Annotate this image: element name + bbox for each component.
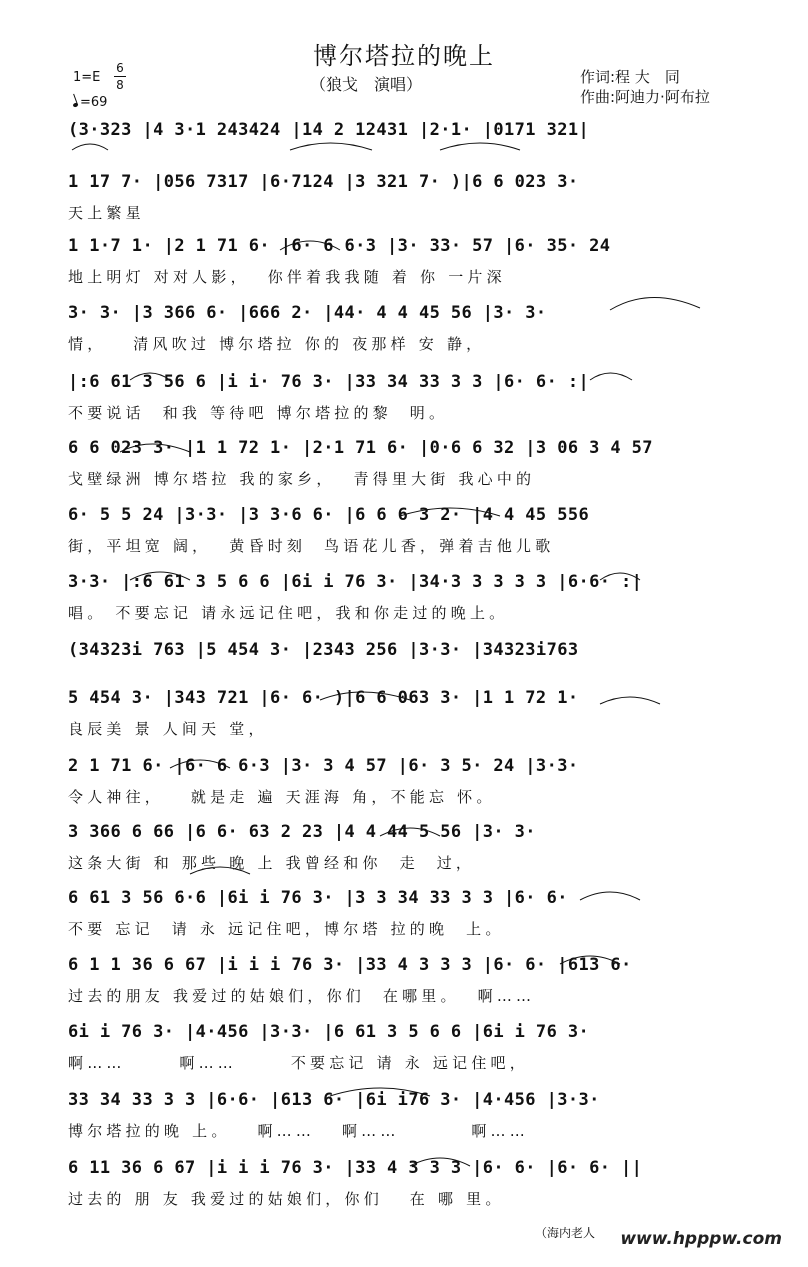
notation-line: 6 1 1 36 6 67 |i i i 76 3· |33 4 3 3 3 |6· 6· |613 6·: [68, 955, 632, 975]
notation-line: 3·3· |:6 61 3 5 6 6 |6i i 76 3· |34·3 3 3 3 3 |6·6· :|: [68, 572, 643, 592]
lyric-line: 唱。 不要忘记 请永远记住吧，我和你走过的晚上。: [68, 604, 509, 622]
lyric-line: 天上繁星: [68, 204, 145, 222]
notation-line: 5 454 3· |343 721 |6· 6· )|6 6 063 3· |1 1 72 1·: [68, 688, 579, 708]
meter-bottom: 8: [116, 78, 124, 92]
notation-line: 6 6 023 3· |1 1 72 1· |2·1 71 6· |0·6 6 32 |3 06 3 4 57: [68, 438, 653, 458]
lyric-line: 过去的 朋 友 我爱过的姑娘们，你们 在 哪 里。: [68, 1190, 505, 1208]
notation-line: 6· 5 5 24 |3·3· |3 3·6 6· |6 6 6 3 2· |4 4 45 556: [68, 505, 590, 525]
notation-line: 2 1 71 6· |6· 6 6·3 |3· 3 4 57 |6· 3 5· 24 |3·3·: [68, 756, 579, 776]
lyric-line: 过去的朋友 我爱过的姑娘们，你们 在哪里。 啊……: [68, 987, 536, 1005]
lyric-line: [68, 670, 746, 690]
song-title: 博尔塔拉的晚上: [313, 42, 495, 70]
lyric-line: 令人神往， 就是走 遍 天涯海 角，不能忘 怀。: [68, 788, 496, 806]
notation-line: (3·323 |4 3·1 243424 |14 2 12431 |2·1· |0171 321|: [68, 120, 590, 140]
lyric-line: 地上明灯 对对人影， 你伴着我我随 着 你 一片深: [68, 268, 506, 286]
meter-top: 6: [116, 61, 124, 75]
notation-line: 1 1·7 1· |2 1 71 6· |6· 6 6·3 |3· 33· 57 |6· 35· 24: [68, 236, 611, 256]
notation-line: 1 17 7· |056 7317 |6·7124 |3 321 7· )|6 6 023 3·: [68, 172, 579, 192]
lyric-line: [68, 150, 746, 170]
lyric-line: 情， 清风吹过 博尔塔拉 你的 夜那样 安 静，: [68, 335, 486, 353]
notation-line: (34323i 763 |5 454 3· |2343 256 |3·3· |34323i763: [68, 640, 579, 660]
notation-line: 6i i 76 3· |4·456 |3·3· |6 61 3 5 6 6 |6i i 76 3·: [68, 1022, 590, 1042]
lyric-line: 街，平坦宽 阔， 黄昏时刻 鸟语花儿香，弹着吉他儿歌: [68, 537, 555, 555]
key-signature: 1=E: [73, 70, 101, 85]
lyric-line: 博尔塔拉的晚 上。 啊…… 啊…… 啊……: [68, 1122, 529, 1140]
notation-line: 3· 3· |3 366 6· |666 2· |44· 4 4 45 56 |3· 3·: [68, 303, 547, 323]
notation-line: 33 34 33 3 3 |6·6· |613 6· |6i i76 3· |4·456 |3·3·: [68, 1090, 600, 1110]
lyric-line: 良辰美 景 人间天 堂，: [68, 720, 268, 738]
tempo-value: =69: [80, 95, 108, 110]
notation-line: 6 61 3 56 6·6 |6i i 76 3· |3 3 34 33 3 3 |6· 6·: [68, 888, 568, 908]
lyric-line: 不要说话 和我 等待吧 博尔塔拉的黎 明。: [68, 404, 449, 422]
lyricist-credit: 作词:程 大 同: [580, 68, 680, 86]
lyric-line: 戈壁绿洲 博尔塔拉 我的家乡， 青得里大街 我心中的: [68, 470, 536, 488]
lyric-line: 啊…… 啊…… 不要忘记 请 永 远记住吧，: [68, 1054, 529, 1072]
notation-line: 6 11 36 6 67 |i i i 76 3· |33 4 3 3 3 |6· 6· |6· 6· ||: [68, 1158, 643, 1178]
footnote: （海内老人: [535, 1226, 596, 1240]
singer-credit: （狼戈 演唱）: [310, 75, 423, 94]
lyric-line: 这条大街 和 那些 晚 上 我曾经和你 走 过，: [68, 854, 476, 872]
watermark: www.hpppw.com: [620, 1229, 782, 1249]
notation-line: 3 366 6 66 |6 6· 63 2 23 |4 4 44 5 56 |3· 3·: [68, 822, 536, 842]
lyric-line: 不要 忘记 请 永 远记住吧，博尔塔 拉的晚 上。: [68, 920, 505, 938]
composer-credit: 作曲:阿迪力·阿布拉: [580, 88, 710, 106]
notation-line: |:6 61 3 56 6 |i i· 76 3· |33 34 33 3 3 |6· 6· :|: [68, 372, 590, 392]
